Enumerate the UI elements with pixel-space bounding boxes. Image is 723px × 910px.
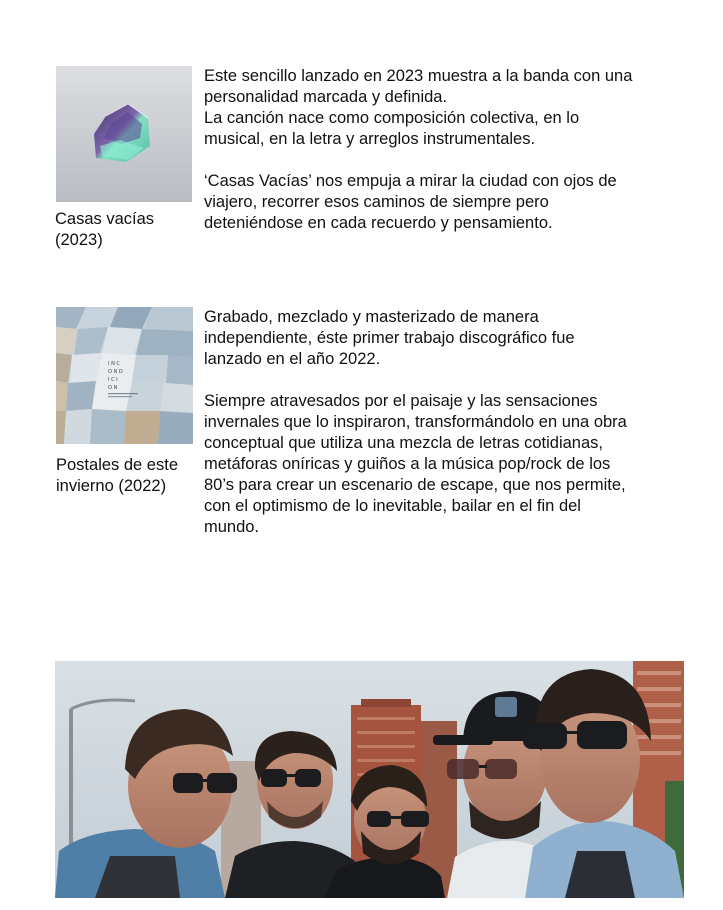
postales-caption (56, 455, 196, 497)
text-line: ‘Casas Vacías’ nos empuja a mirar la ciudad con ojos de (204, 172, 617, 190)
text-line: con el optimismo de lo inevitable, bailar en el fin del (204, 497, 581, 515)
casas-vacias-caption (55, 209, 195, 251)
description-paragraph (204, 66, 704, 150)
text-line: Grabado, mezclado y masterizado de manera (204, 308, 539, 326)
caption-line: Casas vacías (55, 210, 155, 228)
text-line: mundo. (204, 518, 260, 536)
description-paragraph (204, 171, 704, 234)
text-line: personalidad marcada y definida. (204, 88, 448, 106)
svg-text:I C I: I C I (108, 377, 118, 383)
svg-text:I N C: I N C (108, 361, 120, 367)
casas-vacias-description (204, 66, 704, 234)
description-paragraph (204, 307, 709, 370)
svg-text:O N D: O N D (108, 369, 123, 375)
text-line: conceptual que utiliza una mezcla de letras cotidianas, (204, 434, 603, 452)
text-line: Siempre atravesados por el paisaje y las sensaciones (204, 392, 598, 410)
text-line: lanzado en el año 2022. (204, 350, 381, 368)
postales-description (204, 307, 709, 538)
text-line: 80’s para crear un escenario de escape, que nos permite, (204, 476, 626, 494)
text-line: viajero, recorrer esos caminos de siempre pero (204, 193, 549, 211)
text-line: independiente, éste primer trabajo discográfico fue (204, 329, 575, 347)
svg-text:O N: O N (108, 385, 118, 391)
description-paragraph (204, 391, 709, 538)
text-line: metáforas oníricas y guiños a la música pop/rock de los (204, 455, 611, 473)
postales-cover-image (56, 307, 193, 444)
caption-line: Postales de este (56, 456, 178, 474)
text-line: musical, en la letra y arreglos instrumentales. (204, 130, 536, 148)
text-line: invernales que lo inspiraron, transformándolo en una obra (204, 413, 627, 431)
text-line: deteniéndose en cada recuerdo y pensamiento. (204, 214, 553, 232)
caption-line: invierno (2022) (56, 477, 167, 495)
band-photo (55, 661, 684, 898)
casas-vacias-cover-image (56, 66, 192, 202)
caption-line: (2023) (55, 231, 103, 249)
text-line: Este sencillo lanzado en 2023 muestra a la banda con una (204, 67, 633, 85)
text-line: La canción nace como composición colectiva, en lo (204, 109, 580, 127)
